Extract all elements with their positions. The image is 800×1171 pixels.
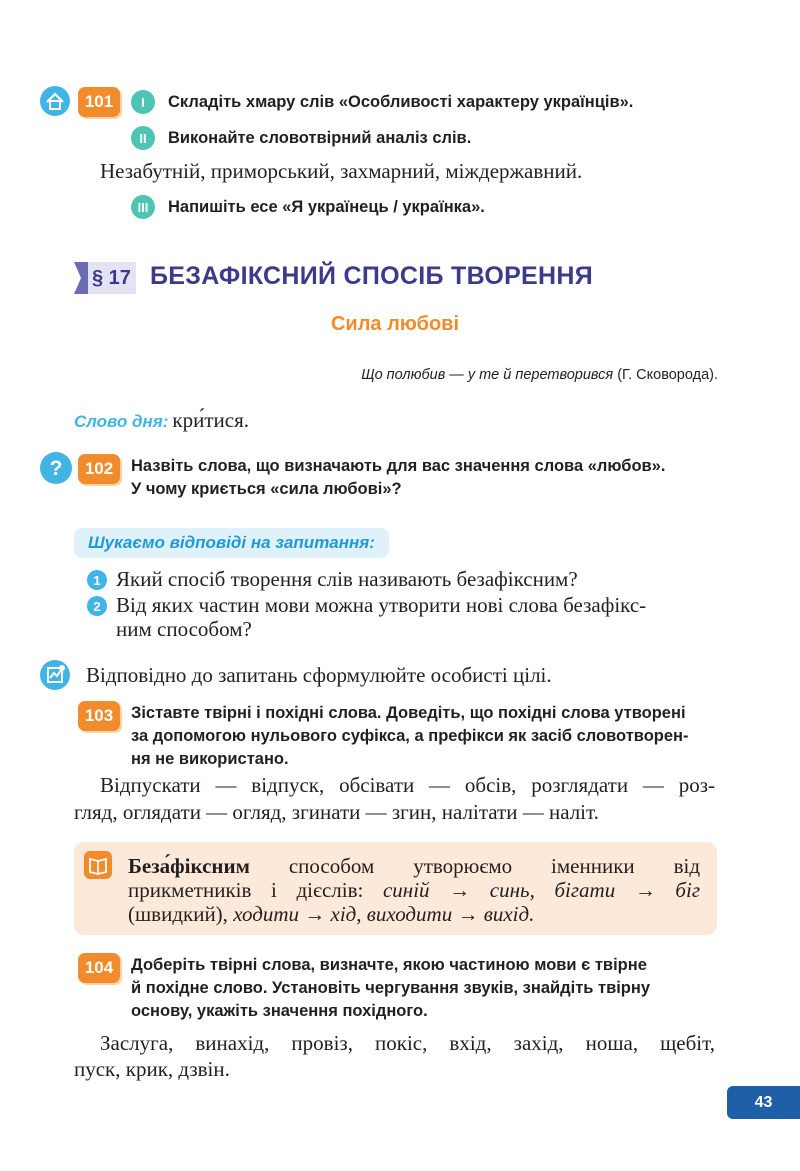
question-2-text-cont: ним способом? xyxy=(116,617,252,641)
question-icon xyxy=(40,452,72,484)
ex103-line-2: за допомогою нульового суфікса, а префікси як засіб словотворен- xyxy=(131,727,689,745)
ex104-line-1: Доберіть твірні слова, визначте, якою частиною мови є твірне xyxy=(131,956,647,974)
epigraph-text: Що полюбив — у те й перетворився xyxy=(361,367,614,383)
rule-line-2: прикметників і дієслів: синій → синь, бігати → біг xyxy=(128,878,701,902)
arrow-icon: → xyxy=(449,878,471,902)
subtitle: Сила любові xyxy=(330,313,460,335)
roman-numeral-1: I xyxy=(131,90,155,114)
word-of-day-label: Слово дня: xyxy=(74,412,169,431)
ex103-line-3: ня не використано. xyxy=(131,750,289,768)
ex104-line-2: й похідне слово. Установіть чергування звуків, знайдіть твірну xyxy=(131,979,651,997)
epigraph xyxy=(361,367,718,383)
ex104-line-3: основу, укажіть значення похідного. xyxy=(131,1002,428,1020)
roman-numeral-3: III xyxy=(131,195,155,219)
ex102-line-1: Назвіть слова, що визначають для вас значення слова «любов». xyxy=(131,457,666,475)
ex101-part-2: Виконайте словотвірний аналіз слів. xyxy=(168,129,472,147)
ex101-part-1: Складіть хмару слів «Особливості характеру українців». xyxy=(168,93,634,111)
ex103-example-line-1: Відпускати — відпуск, обсівати — обсів, розглядати — роз- xyxy=(100,773,715,797)
epigraph-author: (Г. Сковорода). xyxy=(617,367,718,383)
arrow-icon: → xyxy=(304,902,326,926)
question-number-1: 1 xyxy=(87,570,107,590)
rule-line-1 xyxy=(128,853,700,880)
ex103-example-line-2: гляд, оглядати — огляд, згинати — згин, налітати — наліт. xyxy=(74,800,599,824)
rule-term: Безафіксним xyxy=(128,854,250,878)
exercise-number-103: 103 xyxy=(78,701,120,731)
goal-icon xyxy=(40,660,70,690)
section-title: БЕЗАФІКСНИЙ СПОСІБ ТВОРЕННЯ xyxy=(150,262,593,290)
ex101-part-3: Напишіть есе «Я українець / українка». xyxy=(168,198,485,216)
arrow-icon: → xyxy=(634,878,656,902)
questions-banner: Шукаємо відповіді на запитання: xyxy=(74,528,389,558)
ex104-words-line-1: Заслуга, винахід, провіз, покіс, вхід, захід, ноша, щебіт, xyxy=(100,1031,715,1055)
rule-line-1-rest: способом утворюємо іменники від xyxy=(288,854,700,878)
rule-line-3: (швидкий), ходити → хід, виходити → вихід. xyxy=(128,902,535,926)
ex103-line-1: Зіставте твірні і похідні слова. Доведіть, що похідні слова утворені xyxy=(131,704,686,722)
goal-text: Відповідно до запитань сформулюйте особисті цілі. xyxy=(86,663,552,687)
home-icon xyxy=(40,86,70,116)
question-1-text: Який спосіб творення слів називають безафіксним? xyxy=(116,567,578,591)
word-of-day-word: критися. xyxy=(172,408,250,432)
question-number-2: 2 xyxy=(87,596,107,616)
roman-numeral-2: II xyxy=(131,126,155,150)
question-2-text: Від яких частин мови можна утворити нові слова безафікс- xyxy=(116,593,647,617)
section-number: § 17 xyxy=(92,267,131,289)
exercise-number-102: 102 xyxy=(78,454,120,484)
section-marker xyxy=(74,262,136,294)
word-of-day xyxy=(74,408,249,433)
book-icon xyxy=(84,851,112,879)
rule-line-2-plain: прикметників і дієслів: xyxy=(128,878,364,902)
arrow-icon: → xyxy=(457,902,479,926)
exercise-number-104: 104 xyxy=(78,953,120,983)
page-number: 43 xyxy=(727,1086,800,1119)
ex104-words-line-2: пуск, крик, дзвін. xyxy=(74,1057,230,1081)
exercise-number-101: 101 xyxy=(78,87,120,117)
svg-text:?: ? xyxy=(49,457,63,480)
ex101-words: Незабутній, приморський, захмарний, міждержавний. xyxy=(100,159,583,183)
ex102-line-2: У чому криється «сила любові»? xyxy=(131,480,402,498)
